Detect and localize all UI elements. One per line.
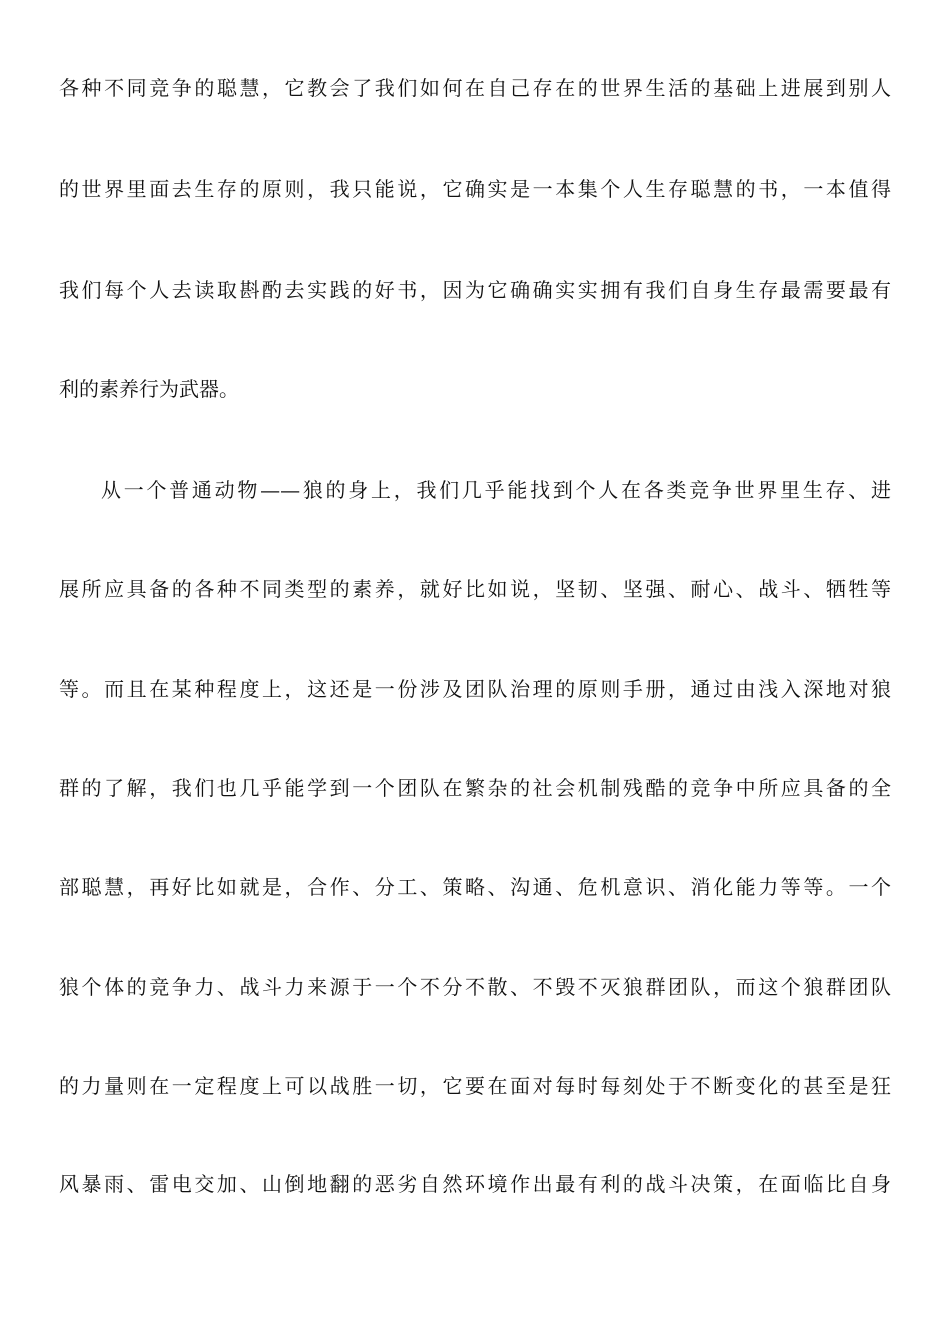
paragraph-2-line-4: 群的了解，我们也几乎能学到一个团队在繁杂的社会机制残酷的竞争中所应具备的全 bbox=[59, 776, 891, 800]
paragraph-2-line-3: 等。而且在某种程度上，这还是一份涉及团队治理的原则手册，通过由浅入深地对狼 bbox=[59, 677, 891, 701]
paragraph-2-line-7: 的力量则在一定程度上可以战胜一切，它要在面对每时每刻处于不断变化的甚至是狂 bbox=[59, 1074, 891, 1098]
paragraph-2-line-8: 风暴雨、雷电交加、山倒地翻的恶劣自然环境作出最有利的战斗决策，在面临比自身 bbox=[59, 1172, 891, 1196]
paragraph-2-line-6: 狼个体的竞争力、战斗力来源于一个不分不散、不毁不灭狼群团队，而这个狼群团队 bbox=[59, 975, 891, 999]
paragraph-1-line-1: 各种不同竞争的聪慧，它教会了我们如何在自己存在的世界生活的基础上进展到别人 bbox=[59, 76, 891, 100]
paragraph-2-line-5: 部聪慧，再好比如就是，合作、分工、策略、沟通、危机意识、消化能力等等。一个 bbox=[59, 875, 891, 899]
paragraph-2-line-2: 展所应具备的各种不同类型的素养，就好比如说，坚韧、坚强、耐心、战斗、牺牲等 bbox=[59, 577, 891, 601]
paragraph-2-line-1: 从一个普通动物——狼的身上，我们几乎能找到个人在各类竞争世界里生存、进 bbox=[101, 478, 891, 502]
paragraph-1-line-2: 的世界里面去生存的原则，我只能说，它确实是一本集个人生存聪慧的书，一本值得 bbox=[59, 177, 891, 201]
paragraph-1-line-3: 我们每个人去读取斟酌去实践的好书，因为它确确实实拥有我们自身生存最需要最有 bbox=[59, 278, 891, 302]
paragraph-1-line-4: 利的素养行为武器。 bbox=[59, 377, 239, 401]
